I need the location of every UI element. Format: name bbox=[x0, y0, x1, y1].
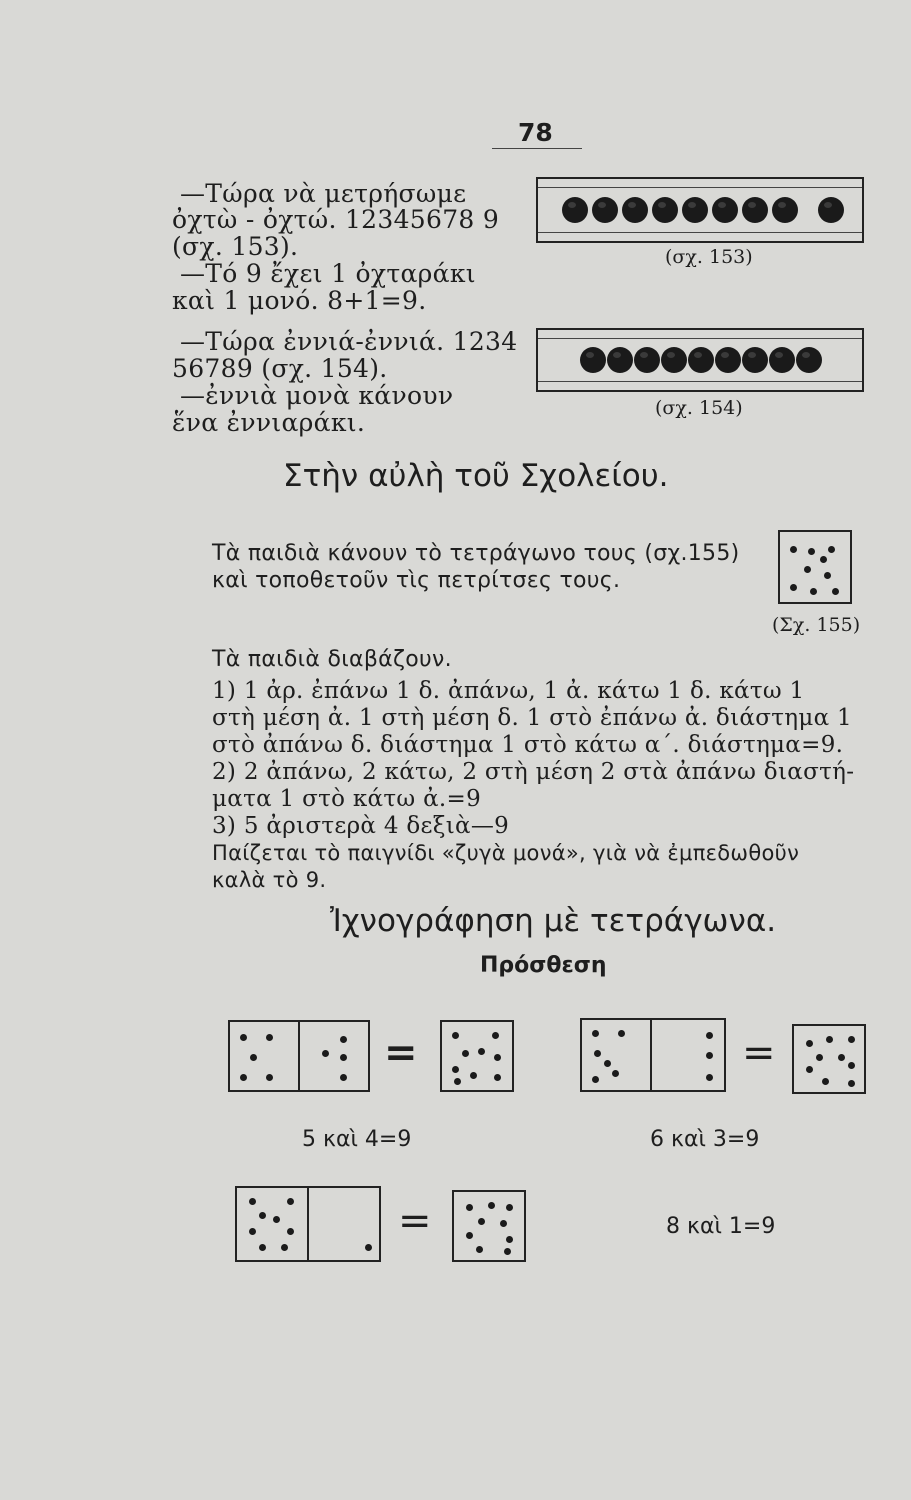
figure-155-caption: (Σχ. 155) bbox=[772, 614, 861, 636]
domino-eq1-right bbox=[298, 1020, 370, 1092]
domino-eq1-result bbox=[440, 1020, 514, 1092]
equals-sign-eq3: = bbox=[398, 1198, 432, 1244]
body-line-4: 1) 1 ἀρ. ἐπάνω 1 δ. ἀπάνω, 1 ἀ. κάτω 1 δ. κάτω 1 bbox=[212, 678, 805, 704]
body-line-11: καλὰ τὸ 9. bbox=[212, 868, 327, 892]
body-line-5: στὴ μέση ἀ. 1 στὴ μέση δ. 1 στὸ ἐπάνω ἀ. διάστημα 1 bbox=[212, 705, 852, 731]
equals-sign-eq2: = bbox=[742, 1030, 776, 1076]
section-heading-drawing: Ἰχνογράφηση μὲ τετράγωνα. bbox=[330, 903, 777, 939]
top-line-3: (σχ. 153). bbox=[172, 232, 299, 261]
top-line-5: καὶ 1 μονό. 8+1=9. bbox=[172, 286, 427, 315]
equation-3-label: 8 καὶ 1=9 bbox=[666, 1214, 776, 1239]
top-line-7: 56789 (σχ. 154). bbox=[172, 354, 388, 383]
domino-eq1-left bbox=[228, 1020, 300, 1092]
domino-eq2-left bbox=[580, 1018, 652, 1092]
body-line-1: Τὰ παιδιὰ κάνουν τὸ τετράγωνο τους (σχ.155) bbox=[212, 541, 740, 566]
body-line-6: στὸ ἀπάνω δ. διάστημα 1 στὸ κάτω α΄. διάστημα=9. bbox=[212, 732, 844, 758]
top-line-6: —Τώρα ἐννιά-ἐννιά. 1234 bbox=[180, 327, 518, 356]
figure-153-dot-strip bbox=[536, 177, 864, 243]
section-heading-school-yard: Στὴν αὐλὴ τοῦ Σχολείου. bbox=[283, 458, 669, 494]
top-line-2: ὀχτὼ - ὀχτώ. 12345678 9 bbox=[172, 205, 500, 234]
page-number-rule bbox=[492, 148, 582, 149]
body-line-7: 2) 2 ἀπάνω, 2 κάτω, 2 στὴ μέση 2 στὰ ἀπάνω διαστή- bbox=[212, 759, 855, 785]
body-line-9: 3) 5 ἀριστερὰ 4 δεξιὰ—9 bbox=[212, 813, 510, 839]
domino-eq2-result bbox=[792, 1024, 866, 1094]
body-line-3: Τὰ παιδιὰ διαβάζουν. bbox=[212, 647, 452, 672]
top-line-8: —ἐννιὰ μονὰ κάνουν bbox=[180, 381, 454, 410]
equation-1-label: 5 καὶ 4=9 bbox=[302, 1127, 412, 1152]
subheading-addition: Πρόσθεση bbox=[480, 953, 607, 978]
body-line-10: Παίζεται τὸ παιγνίδι «ζυγὰ μονά», γιὰ νὰ ἐμπεδωθοῦν bbox=[212, 841, 800, 865]
domino-eq3-result bbox=[452, 1190, 526, 1262]
body-line-2: καὶ τοποθετοῦν τὶς πετρίτσες τους. bbox=[212, 568, 621, 593]
figure-155-square bbox=[778, 530, 852, 604]
domino-eq3-right bbox=[307, 1186, 381, 1262]
equation-2-label: 6 καὶ 3=9 bbox=[650, 1127, 760, 1152]
equals-sign-eq1: = bbox=[384, 1030, 418, 1076]
figure-154-dot-strip bbox=[536, 328, 864, 392]
top-line-4: —Τό 9 ἔχει 1 ὀχταράκι bbox=[180, 259, 476, 288]
figure-153-caption: (σχ. 153) bbox=[665, 246, 753, 268]
top-line-1: —Τώρα νὰ μετρήσωμε bbox=[180, 179, 467, 208]
domino-eq3-left bbox=[235, 1186, 309, 1262]
body-line-8: ματα 1 στὸ κάτω ἀ.=9 bbox=[212, 786, 482, 812]
top-line-9: ἕνα ἐννιαράκι. bbox=[172, 408, 366, 437]
page-number: 78 bbox=[518, 118, 553, 147]
domino-eq2-right bbox=[650, 1018, 726, 1092]
figure-154-caption: (σχ. 154) bbox=[655, 397, 743, 419]
